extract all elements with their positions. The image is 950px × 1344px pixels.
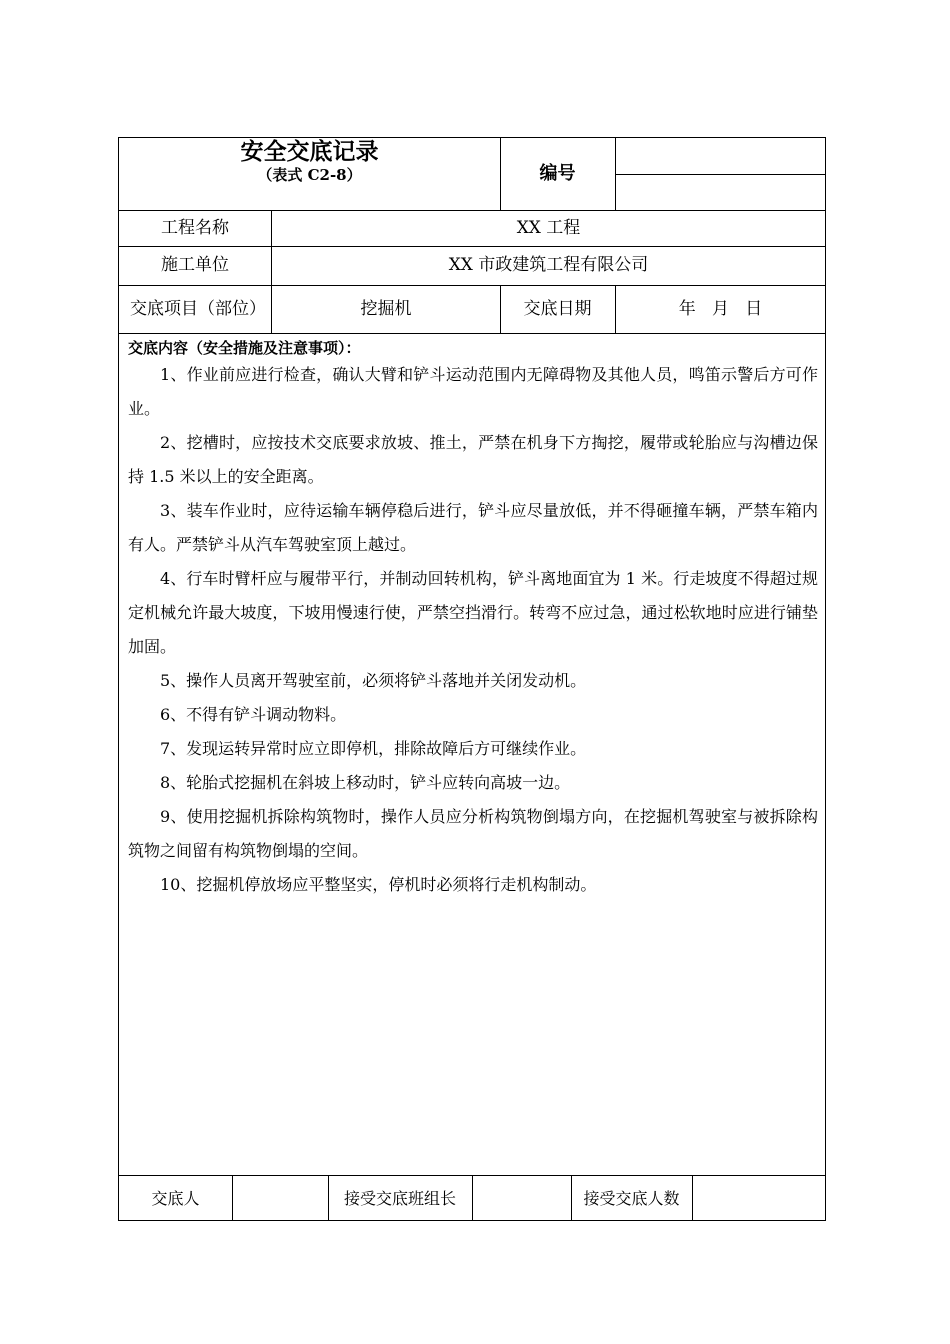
document-title: 安全交底记录: [240, 138, 379, 165]
item-label: 交底项目（部位）: [130, 298, 266, 319]
number-field-top[interactable]: [616, 138, 825, 174]
content-area: [128, 338, 818, 902]
content-item-1: 1、作业前应进行检查，确认大臂和铲斗运动范围内无障碍物及其他人员，鸣笛示警后方可作业。: [128, 365, 818, 418]
content-item-5: 5、操作人员离开驾驶室前，必须将铲斗落地并关闭发动机。: [160, 671, 587, 690]
content-item-8: 8、轮胎式挖掘机在斜坡上移动时，铲斗应转向高坡一边。: [160, 773, 571, 792]
content-item-2: 2、挖槽时，应按技术交底要求放坡、推土，严禁在机身下方掏挖，履带或轮胎应与沟槽边保持 1.5 米以上的安全距离。: [128, 433, 818, 486]
content-item-7: 7、发现运转异常时应立即停机，排除故障后方可继续作业。: [160, 739, 587, 758]
date-value: 年 月 日: [678, 298, 763, 319]
construction-unit-label: 施工单位: [161, 255, 229, 275]
receiver-count-field[interactable]: [693, 1176, 825, 1220]
content-item-10: 10、挖掘机停放场应平整坚实，停机时必须将行走机构制动。: [160, 875, 597, 894]
project-name-label: 工程名称: [161, 217, 229, 238]
content-item-3: 3、装车作业时，应待运输车辆停稳后进行，铲斗应尽量放低，并不得砸撞车辆，严禁车箱内有人。严禁铲斗从汽车驾驶室顶上越过。: [128, 501, 818, 554]
content-item-9: 9、使用挖掘机拆除构筑物时，操作人员应分析构筑物倒塌方向，在挖掘机驾驶室与被拆除构筑物之间留有构筑物倒塌的空间。: [128, 807, 818, 860]
document-subtitle: （表式 C2-8）: [257, 166, 362, 184]
construction-unit-value: XX 市政建筑工程有限公司: [448, 255, 649, 275]
content-item-6: 6、不得有铲斗调动物料。: [160, 705, 347, 724]
project-name-value: XX 工程: [516, 217, 581, 238]
content-heading: 交底内容（安全措施及注意事项）：: [128, 339, 361, 357]
rule-after-item: [118, 333, 826, 334]
presenter-field[interactable]: [233, 1176, 328, 1220]
number-label: 编号: [539, 163, 576, 184]
presenter-label: 交底人: [151, 1188, 200, 1208]
team-leader-field[interactable]: [473, 1176, 571, 1220]
date-label: 交底日期: [523, 298, 592, 319]
item-value: 挖掘机: [360, 298, 412, 319]
number-field-bottom[interactable]: [616, 175, 825, 210]
receiver-count-label: 接受交底人数: [583, 1188, 680, 1208]
content-item-4: 4、行车时臂杆应与履带平行，并制动回转机构，铲斗离地面宜为 1 米。行走坡度不得超过规定机械允许最大坡度，下坡用慢速行使，严禁空挡滑行。转弯不应过急，通过松软地时应进行铺垫加固。: [128, 569, 818, 656]
team-leader-label: 接受交底班组长: [343, 1188, 456, 1208]
